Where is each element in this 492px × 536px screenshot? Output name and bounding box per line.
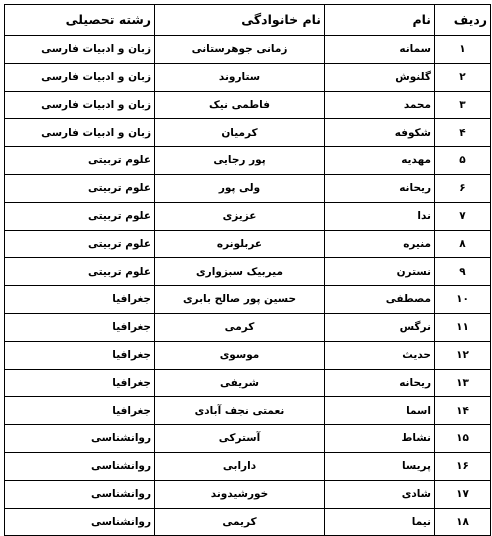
table-row bbox=[5, 63, 491, 91]
table-header-row bbox=[5, 5, 491, 36]
row-index: ۶ bbox=[435, 174, 491, 202]
first-name-cell: نرگس bbox=[325, 313, 435, 341]
family-name-cell: کرمیان bbox=[155, 119, 325, 147]
field-of-study-cell: روانشناسی bbox=[5, 508, 155, 536]
row-index: ۱۵ bbox=[435, 425, 491, 453]
family-name-cell: نعمتی نجف آبادی bbox=[155, 397, 325, 425]
first-name-cell: شادی bbox=[325, 480, 435, 508]
field-of-study-cell: زبان و ادبیات فارسی bbox=[5, 91, 155, 119]
row-index: ۱۸ bbox=[435, 508, 491, 536]
row-index: ۱۱ bbox=[435, 313, 491, 341]
family-name-cell: عزیزی bbox=[155, 202, 325, 230]
first-name-cell: ریحانه bbox=[325, 369, 435, 397]
field-of-study-cell: علوم تربیتی bbox=[5, 147, 155, 175]
family-name-cell: دارابی bbox=[155, 452, 325, 480]
table-row bbox=[5, 369, 491, 397]
family-name-cell: ولی پور bbox=[155, 174, 325, 202]
field-of-study-cell: جغرافیا bbox=[5, 369, 155, 397]
first-name-cell: منیره bbox=[325, 230, 435, 258]
header-field-of-study: رشته تحصیلی bbox=[5, 5, 155, 36]
table-row bbox=[5, 36, 491, 64]
family-name-cell: موسوی bbox=[155, 341, 325, 369]
family-name-cell: میربیک سبزواری bbox=[155, 258, 325, 286]
field-of-study-cell: علوم تربیتی bbox=[5, 258, 155, 286]
first-name-cell: ریحانه bbox=[325, 174, 435, 202]
first-name-cell: مصطفی bbox=[325, 286, 435, 314]
table-row bbox=[5, 425, 491, 453]
first-name-cell: سمانه bbox=[325, 36, 435, 64]
table-row bbox=[5, 313, 491, 341]
first-name-cell: ندا bbox=[325, 202, 435, 230]
field-of-study-cell: جغرافیا bbox=[5, 397, 155, 425]
field-of-study-cell: روانشناسی bbox=[5, 425, 155, 453]
family-name-cell: کرمی bbox=[155, 313, 325, 341]
family-name-cell: کریمی bbox=[155, 508, 325, 536]
family-name-cell: فاطمی نیک bbox=[155, 91, 325, 119]
family-name-cell: ستاروند bbox=[155, 63, 325, 91]
table-row bbox=[5, 174, 491, 202]
family-name-cell: عربلونره bbox=[155, 230, 325, 258]
row-index: ۴ bbox=[435, 119, 491, 147]
first-name-cell: اسما bbox=[325, 397, 435, 425]
table-row bbox=[5, 286, 491, 314]
field-of-study-cell: زبان و ادبیات فارسی bbox=[5, 36, 155, 64]
field-of-study-cell: زبان و ادبیات فارسی bbox=[5, 63, 155, 91]
table-row bbox=[5, 91, 491, 119]
field-of-study-cell: جغرافیا bbox=[5, 313, 155, 341]
row-index: ۷ bbox=[435, 202, 491, 230]
table-row bbox=[5, 397, 491, 425]
table-row bbox=[5, 258, 491, 286]
table-row bbox=[5, 508, 491, 536]
table-row bbox=[5, 480, 491, 508]
first-name-cell: گلنوش bbox=[325, 63, 435, 91]
field-of-study-cell: جغرافیا bbox=[5, 286, 155, 314]
family-name-cell: حسین پور صالح بابری bbox=[155, 286, 325, 314]
row-index: ۱۳ bbox=[435, 369, 491, 397]
first-name-cell: نشاط bbox=[325, 425, 435, 453]
header-family-name: نام خانوادگی bbox=[155, 5, 325, 36]
first-name-cell: محمد bbox=[325, 91, 435, 119]
field-of-study-cell: علوم تربیتی bbox=[5, 230, 155, 258]
family-name-cell: آسترکی bbox=[155, 425, 325, 453]
first-name-cell: حدیث bbox=[325, 341, 435, 369]
row-index: ۹ bbox=[435, 258, 491, 286]
field-of-study-cell: جغرافیا bbox=[5, 341, 155, 369]
field-of-study-cell: روانشناسی bbox=[5, 452, 155, 480]
row-index: ۱۴ bbox=[435, 397, 491, 425]
table-body bbox=[5, 36, 491, 536]
student-table bbox=[4, 4, 491, 536]
family-name-cell: پور رجایی bbox=[155, 147, 325, 175]
row-index: ۳ bbox=[435, 91, 491, 119]
table-row bbox=[5, 147, 491, 175]
field-of-study-cell: زبان و ادبیات فارسی bbox=[5, 119, 155, 147]
first-name-cell: مهدیه bbox=[325, 147, 435, 175]
table-row bbox=[5, 230, 491, 258]
field-of-study-cell: علوم تربیتی bbox=[5, 174, 155, 202]
first-name-cell: پریسا bbox=[325, 452, 435, 480]
first-name-cell: شکوفه bbox=[325, 119, 435, 147]
table-row bbox=[5, 452, 491, 480]
header-index: ردیف bbox=[435, 5, 491, 36]
table-row bbox=[5, 119, 491, 147]
row-index: ۱۰ bbox=[435, 286, 491, 314]
first-name-cell: نسترن bbox=[325, 258, 435, 286]
table-row bbox=[5, 202, 491, 230]
row-index: ۲ bbox=[435, 63, 491, 91]
field-of-study-cell: روانشناسی bbox=[5, 480, 155, 508]
row-index: ۸ bbox=[435, 230, 491, 258]
row-index: ۱۶ bbox=[435, 452, 491, 480]
table-row bbox=[5, 341, 491, 369]
family-name-cell: شریفی bbox=[155, 369, 325, 397]
field-of-study-cell: علوم تربیتی bbox=[5, 202, 155, 230]
row-index: ۱۷ bbox=[435, 480, 491, 508]
row-index: ۱ bbox=[435, 36, 491, 64]
row-index: ۱۲ bbox=[435, 341, 491, 369]
family-name-cell: زمانی جوهرستانی bbox=[155, 36, 325, 64]
header-first-name: نام bbox=[325, 5, 435, 36]
row-index: ۵ bbox=[435, 147, 491, 175]
family-name-cell: خورشیدوند bbox=[155, 480, 325, 508]
first-name-cell: نیما bbox=[325, 508, 435, 536]
